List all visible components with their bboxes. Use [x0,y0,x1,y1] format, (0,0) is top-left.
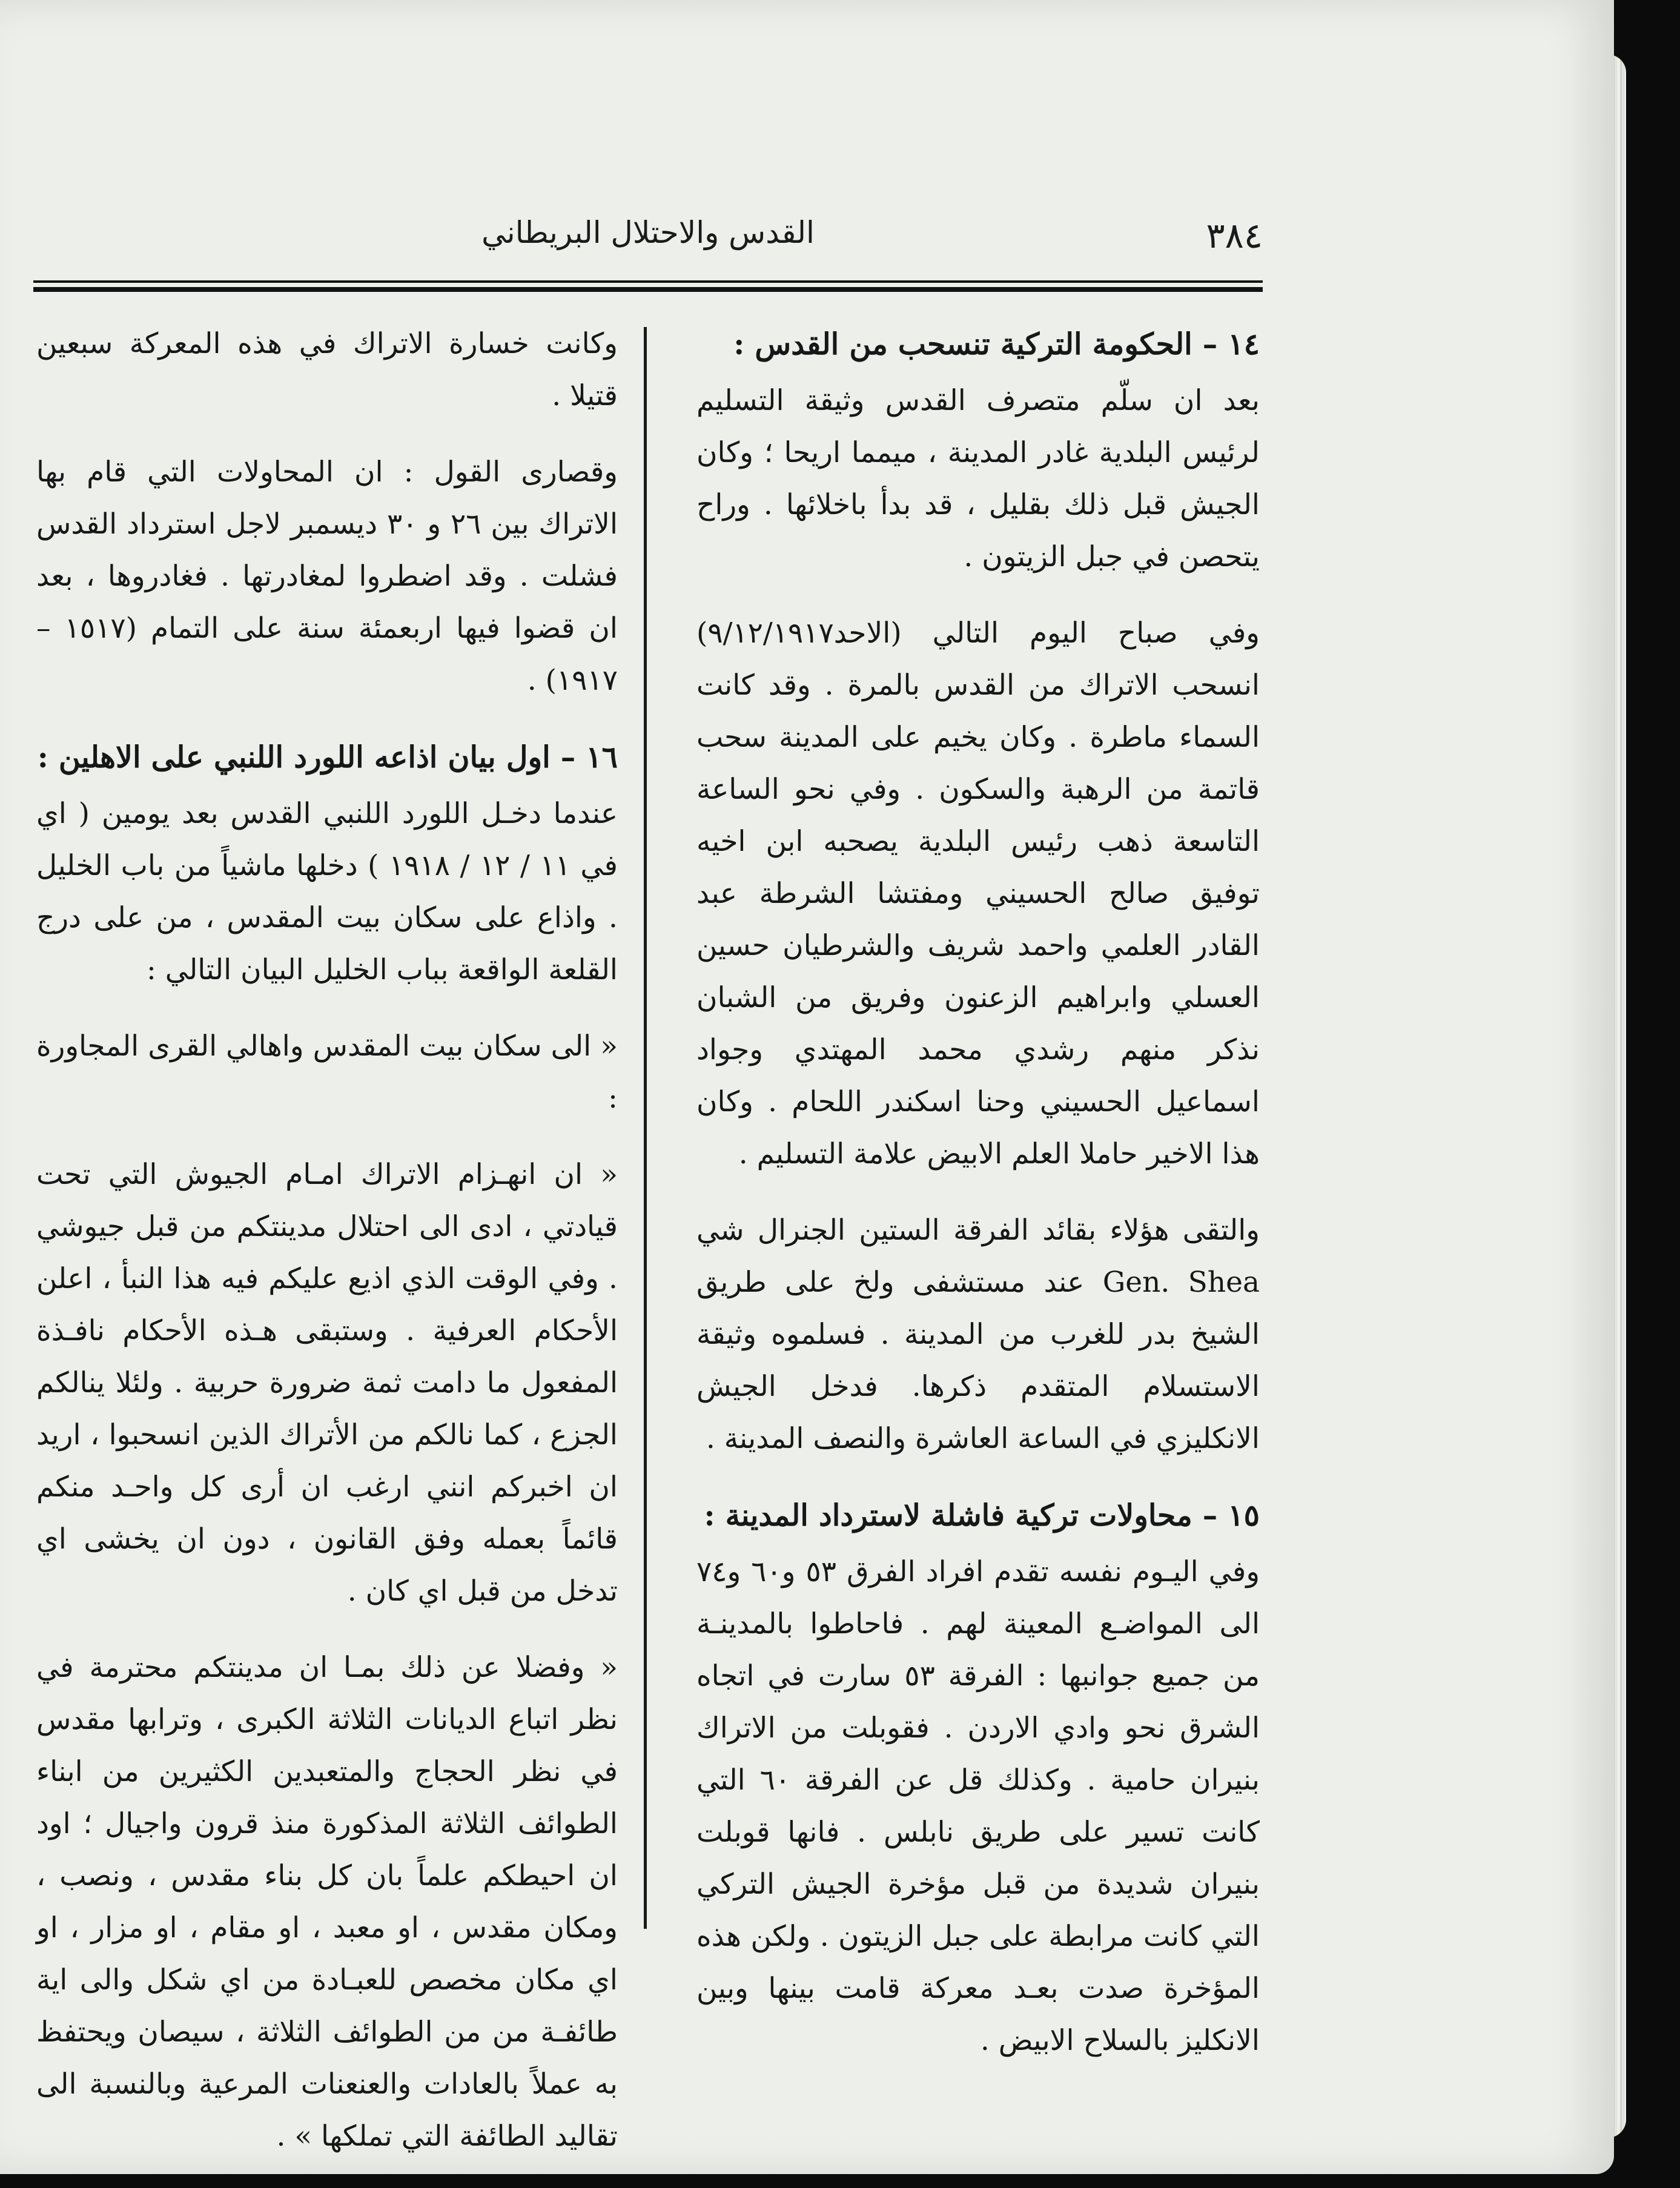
column-divider [644,327,647,1929]
page-number: ٣٨٤ [1206,215,1263,256]
right-column [696,318,1260,2091]
section-16-paragraph-4: « وفضلا عن ذلك بمـا ان مدينتكم محترمة في نظر اتباع الديانات الثلاثة الكبرى ، وترابها مقدس في نظر الحجاج والمتعبدين الكثيرين من ابناء الطوائف الثلاثة المذكورة منذ قرون واجيال ؛ اود ان احيطكم علماً بان كل بناء مقدس ، ونصب ، ومكان مقدس ، او معبد ، او مقام ، او مزار ، او اي مكان مخصص للعبـادة من اي شكل والى اية طائفـة من من الطوائف الثلاثة ، سيصان ويحتفظ به عملاً بالعادات والعنعنات المرعية وبالنسبة الى تقاليد الطائفة التي تملكها » . [36,1651,618,2153]
section-14-heading: ١٤ – الحكومة التركية تنسحب من القدس : [733,326,1260,362]
section-16-paragraph-3: « ان انهـزام الاتراك امـام الجيوش التي تحت قيادتي ، ادى الى احتلال مدينتكم من قبل جيوشي . وفي الوقت الذي اذيع عليكم فيه هذا النبأ ، اعلن الأحكام العرفية . وستبقى هـذه الأحكام نافـذة المفعول ما دامت ثمة ضرورة حربية . ولئلا ينالكم الجزع ، كما نالكم من الأتراك الذين انسحبوا ، اريد ان اخبركم انني ارغب ان أرى كل واحـد منكم قائماً بعمله وفق القانون ، دون ان يخشى اي تدخل من قبل اي كان . [36,1158,618,1608]
p3-text-after: عند مستشفى ولخ على طريق الشيخ بدر للغرب من المدينة . فسلموه وثيقة الاستسلام المتقدم ذكرها. فدخل الجيش الانكليزي في الساعة العاشرة والنصف المدينة . [696,1266,1260,1455]
left-column [36,318,618,2187]
section-14-paragraph-1: بعد ان سلّم متصرف القدس وثيقة التسليم لرئيس البلدية غادر المدينة ، ميمما اريحا ؛ وكان الجيش قبل ذلك بقليل ، قد بدأ باخلائها . وراح يتحصن في جبل الزيتون . [696,384,1260,573]
section-14-paragraph-2: وفي صباح اليوم التالي (الاحد٩/١٢/١٩١٧) انسحب الاتراك من القدس بالمرة . وقد كانت السماء ماطرة . وكان يخيم على المدينة سحب قاتمة من الرهبة والسكون . وفي نحو الساعة التاسعة ذهب رئيس البلدية يصحبه ابن اخيه توفيق صالح الحسيني ومفتشا الشرطة عبد القادر العلمي واحمد شريف والشرطيان حسين العسلي وابراهيم الزعنون وفريق من الشبان نذكر منهم رشدي محمد المهتدي وجواد اسماعيل الحسيني وحنا اسكندر اللحام . وكان هذا الاخير حاملا العلم الابيض علامة التسليم . [696,616,1260,1171]
running-head [33,215,1263,263]
section-15-heading: ١٥ – محاولات تركية فاشلة لاسترداد المدينة : [704,1498,1260,1533]
section-15-paragraph-1: وفي اليـوم نفسه تقدم افراد الفرق ٥٣ و٦٠ و٧٤ الى المواضـع المعينة لهم . فاحاطوا بالمدينـة من جميع جوانبها : الفرقة ٥٣ سارت في اتجاه الشرق نحو وادي الاردن . فقوبلت من الاتراك بنيران حامية . وكذلك قل عن الفرقة ٦٠ التي كانت تسير على طريق نابلس . فانها قوبلت بنيران شديدة من قبل مؤخرة الجيش التركي التي كانت مرابطة على جبل الزيتون . ولكن هذه المؤخرة صدت بعـد معركة قامت بينها وبين الانكليز بالسلاح الابيض . [696,1555,1260,2057]
left-paragraph-1: وكانت خسارة الاتراك في هذه المعركة سبعين قتيلا . [36,327,618,412]
header-rule-thin [33,280,1263,283]
section-16-heading: ١٦ – اول بيان اذاعه اللورد اللنبي على الاهلين : [37,739,618,775]
general-name-latin: Gen. Shea [1102,1266,1260,1299]
left-paragraph-2: وقصارى القول : ان المحاولات التي قام بها الاتراك بين ٢٦ و ٣٠ ديسمبر لاجل استرداد القدس فشلت . وقد اضطروا لمغادرتها . فغادروها ، بعد ان قضوا فيها اربعمئة سنة على التمام (١٥١٧ – ١٩١٧) . [36,455,618,697]
section-16-paragraph-1: عندما دخـل اللورد اللنبي القدس بعد يومين ( اي في ١١ / ١٢ / ١٩١٨ ) دخلها ماشياً من باب الخليل . واذاع على سكان بيت المقدس ، من على درج القلعة الواقعة بباب الخليل البيان التالي : [36,797,618,987]
section-14-paragraph-3 [696,1205,1260,1465]
running-title: القدس والاحتلال البريطاني [481,215,815,250]
header-rule-thick [33,287,1263,292]
section-16-paragraph-2: « الى سكان بيت المقدس واهالي القرى المجاورة : [36,1030,618,1115]
p3-text-before: والتقى هؤلاء بقائد الفرقة الستين الجنرال شي [696,1214,1260,1247]
